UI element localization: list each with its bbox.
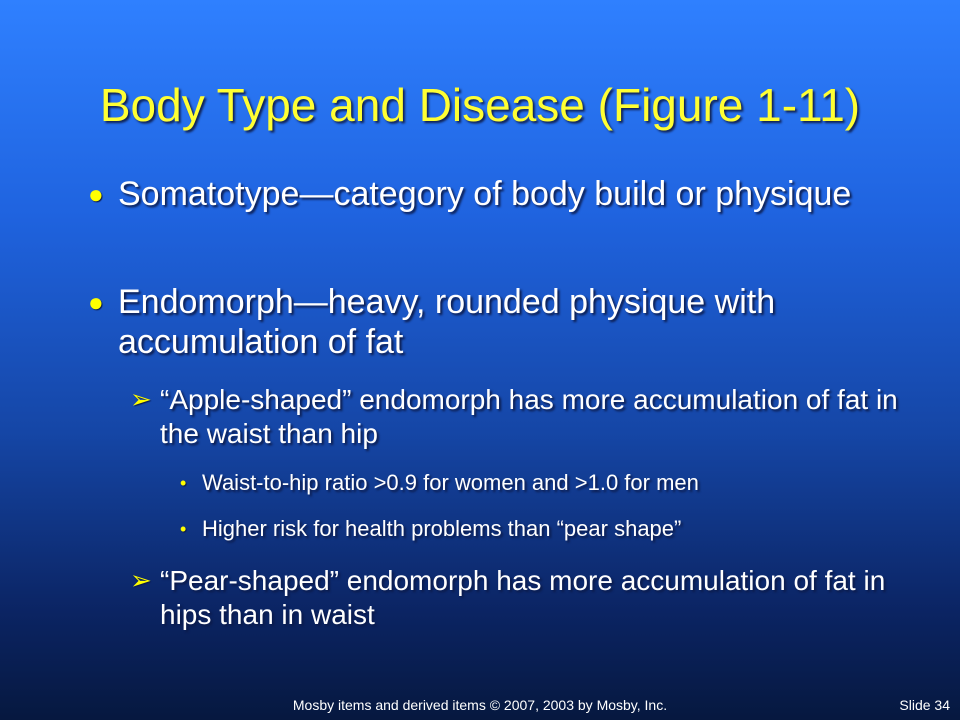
slide-title: Body Type and Disease (Figure 1-11) xyxy=(99,79,861,131)
bullet-somatotype xyxy=(88,174,918,214)
bullet-text: “Apple-shaped” endomorph has more accumulation of fat in the waist than hip xyxy=(160,384,898,449)
slide-number: Slide 34 xyxy=(899,697,950,713)
round-bullet-icon: ● xyxy=(88,287,104,317)
bullet-text: Endomorph—heavy, rounded physique with accumulation of fat xyxy=(118,283,776,361)
dot-bullet-icon: • xyxy=(180,519,187,539)
sub-sub-bullet-risk xyxy=(180,515,922,543)
bullet-text: Waist-to-hip ratio >0.9 for women and >1.0 for men xyxy=(202,470,699,495)
round-bullet-icon: ● xyxy=(88,179,104,209)
bullet-text: “Pear-shaped” endomorph has more accumulation of fat in hips than in waist xyxy=(160,565,886,630)
bullet-endomorph xyxy=(88,282,918,362)
sub-sub-bullet-ratio xyxy=(180,469,922,497)
sub-bullet-pear-shaped xyxy=(130,564,920,632)
arrow-bullet-icon: ➢ xyxy=(130,565,152,595)
bullet-text: Higher risk for health problems than “pear shape” xyxy=(202,516,682,541)
dot-bullet-icon: • xyxy=(180,473,187,493)
sub-bullet-apple-shaped xyxy=(130,383,920,451)
arrow-bullet-icon: ➢ xyxy=(130,384,152,414)
footer-copyright: Mosby items and derived items © 2007, 2003 by Mosby, Inc. xyxy=(292,697,668,713)
bullet-text: Somatotype—category of body build or physique xyxy=(118,175,852,213)
